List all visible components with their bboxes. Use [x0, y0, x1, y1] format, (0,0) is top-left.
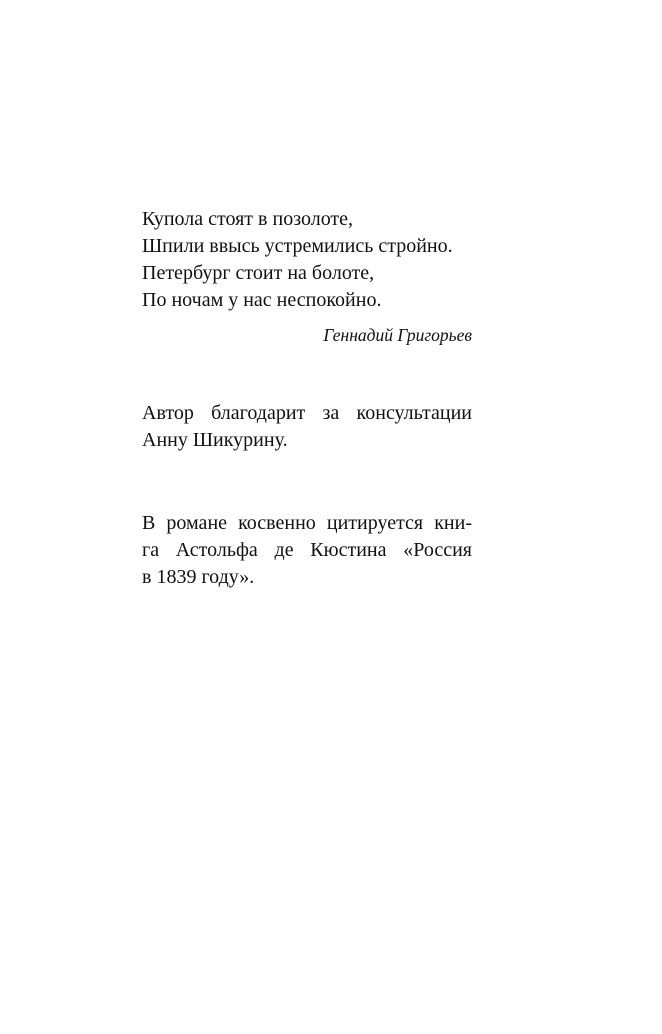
citation-note-line: В романе косвенно цитируется кни-	[142, 512, 472, 534]
epigraph-line: Купола стоят в позолоте,	[142, 208, 354, 230]
epigraph-line: Шпили ввысь устремились стройно.	[142, 235, 453, 257]
acknowledgement-paragraph	[142, 400, 472, 454]
epigraph-line: Петербург стоит на болоте,	[142, 262, 375, 284]
citation-note-paragraph	[142, 510, 472, 591]
epigraph-line: По ночам у нас неспокойно.	[142, 289, 382, 311]
citation-note-line: в 1839 году».	[142, 566, 255, 588]
citation-note-line: га Астольфа де Кюстина «Россия	[142, 539, 472, 561]
acknowledgement-line: Анну Шикурину.	[142, 429, 288, 451]
acknowledgement-line: Автор благодарит за консультации	[142, 402, 472, 424]
epigraph	[142, 206, 472, 346]
epigraph-author: Геннадий Григорьев	[323, 325, 472, 345]
